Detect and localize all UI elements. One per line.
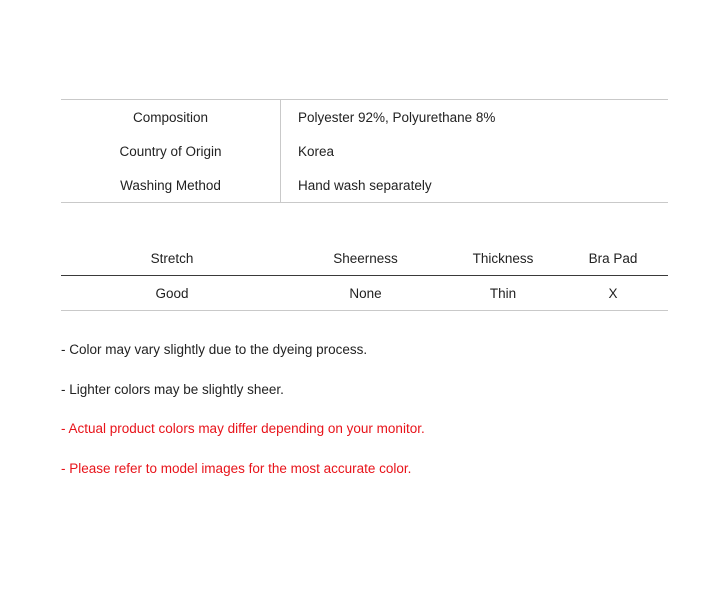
property-value-stretch: Good xyxy=(155,285,189,301)
spec-label-composition: Composition xyxy=(61,100,281,135)
property-value-bra-pad: X xyxy=(608,285,618,301)
specification-table-body xyxy=(61,100,668,203)
table-row xyxy=(61,100,668,135)
property-table xyxy=(61,241,668,311)
table-header-row xyxy=(61,241,668,276)
table-row xyxy=(61,168,668,203)
property-table-body xyxy=(61,276,668,311)
property-table-head xyxy=(61,241,668,276)
table-row xyxy=(61,276,668,311)
spec-value-country-of-origin: Korea xyxy=(298,143,335,159)
spec-label-country-of-origin: Country of Origin xyxy=(61,134,281,168)
note-item: - Color may vary slightly due to the dyeing process. xyxy=(61,342,368,357)
property-header-stretch: Stretch xyxy=(150,250,194,266)
note-item-alert: - Actual product colors may differ depending on your monitor. xyxy=(61,421,425,436)
property-value-thickness: Thin xyxy=(489,285,517,301)
notes-list xyxy=(61,343,681,501)
table-row xyxy=(61,134,668,168)
property-value-sheerness: None xyxy=(349,285,382,301)
spec-value-washing-method: Hand wash separately xyxy=(298,177,432,193)
spec-value-composition: Polyester 92%, Polyurethane 8% xyxy=(298,109,496,125)
note-item-alert: - Please refer to model images for the most accurate color. xyxy=(61,460,412,476)
specification-table xyxy=(61,99,668,203)
property-header-bra-pad: Bra Pad xyxy=(588,250,638,266)
property-header-thickness: Thickness xyxy=(472,250,534,266)
property-header-sheerness: Sheerness xyxy=(333,250,398,266)
note-item: - Lighter colors may be slightly sheer. xyxy=(61,381,284,397)
spec-label-washing-method: Washing Method xyxy=(61,168,281,203)
